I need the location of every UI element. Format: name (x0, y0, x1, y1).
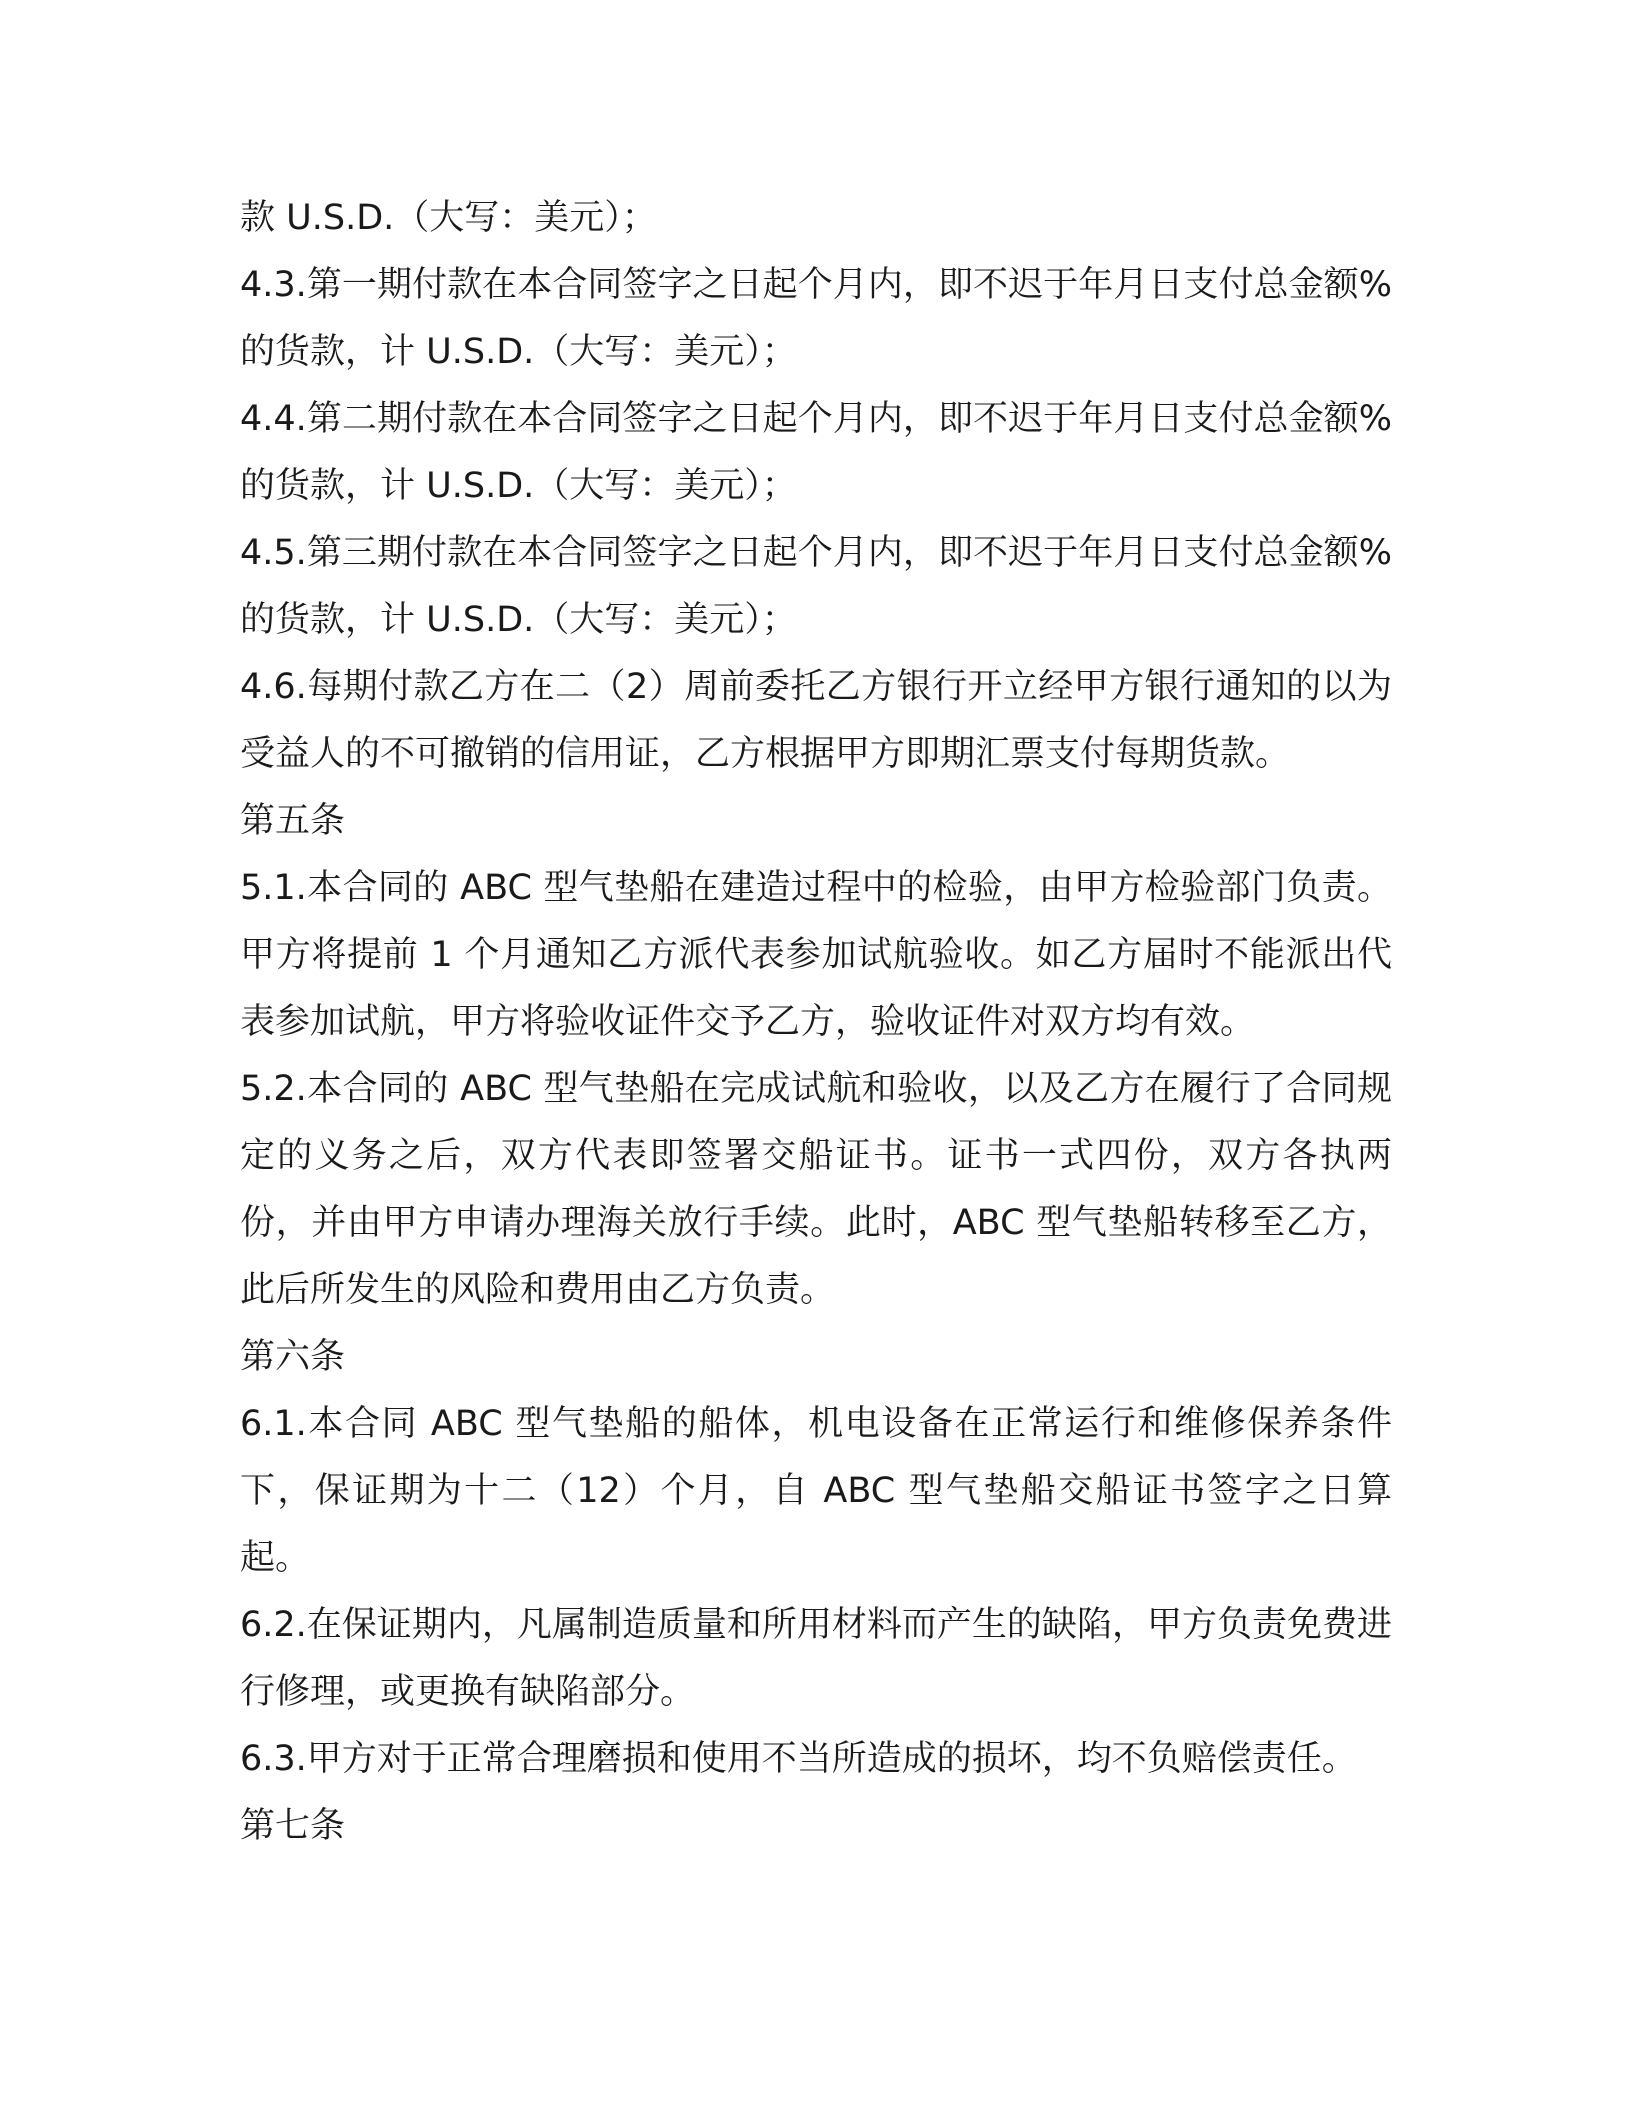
clause-5-2: 5.2.本合同的 ABC 型气垫船在完成试航和验收，以及乙方在履行了合同规定的义务之后，双方代表即签署交船证书。证书一式四份，双方各执两份，并由甲方申请办理海关放行手续。此时，ABC 型气垫船转移至乙方，此后所发生的风险和费用由乙方负责。 (240, 1069, 1392, 1310)
clause-4-5: 4.5.第三期付款在本合同签字之日起个月内，即不迟于年月日支付总金额%的货款，计 U.S.D.（大写：美元）； (240, 533, 1392, 640)
paragraph-payment-currency: 款 U.S.D.（大写：美元）； (240, 198, 657, 238)
article-5-heading: 第五条 (240, 801, 346, 841)
document-body (240, 185, 1392, 1860)
clause-6-1: 6.1.本合同 ABC 型气垫船的船体，机电设备在正常运行和维修保养条件下，保证期为十二（12）个月，自 ABC 型气垫船交船证书签字之日算起。 (240, 1404, 1392, 1578)
article-7-heading: 第七条 (240, 1806, 346, 1846)
clause-6-2: 6.2.在保证期内，凡属制造质量和所用材料而产生的缺陷，甲方负责免费进行修理，或更换有缺陷部分。 (240, 1605, 1392, 1712)
clause-6-3: 6.3.甲方对于正常合理磨损和使用不当所造成的损坏，均不负赔偿责任。 (240, 1739, 1357, 1779)
clause-4-3: 4.3.第一期付款在本合同签字之日起个月内，即不迟于年月日支付总金额%的货款，计 U.S.D.（大写：美元）； (240, 265, 1392, 372)
clause-4-4: 4.4.第二期付款在本合同签字之日起个月内，即不迟于年月日支付总金额%的货款，计 U.S.D.（大写：美元）； (240, 399, 1392, 506)
clause-5-1: 5.1.本合同的 ABC 型气垫船在建造过程中的检验，由甲方检验部门负责。甲方将提前 1 个月通知乙方派代表参加试航验收。如乙方届时不能派出代表参加试航，甲方将验收证件交予乙方，验收证件对双方均有效。 (240, 868, 1392, 1042)
clause-4-6: 4.6.每期付款乙方在二（2）周前委托乙方银行开立经甲方银行通知的以为受益人的不可撤销的信用证，乙方根据甲方即期汇票支付每期货款。 (240, 667, 1392, 774)
article-6-heading: 第六条 (240, 1337, 346, 1377)
